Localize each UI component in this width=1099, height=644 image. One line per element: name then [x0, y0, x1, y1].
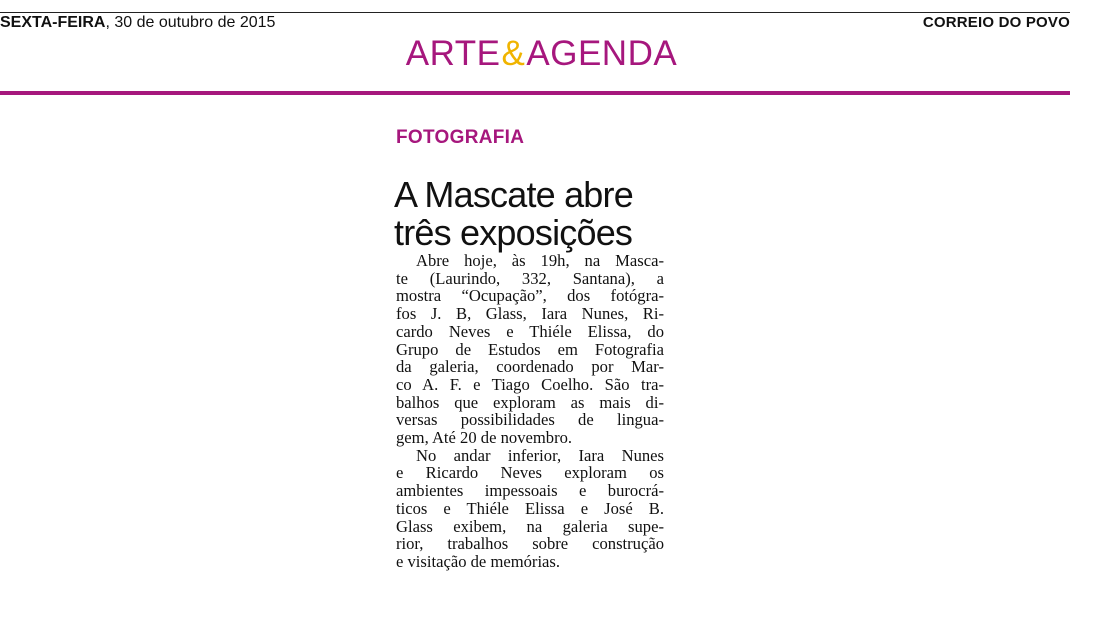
article-body — [396, 252, 664, 571]
newspaper-name: CORREIO DO POVO — [922, 14, 1070, 31]
body-line: te (Laurindo, 332, Santana), a — [396, 268, 664, 288]
weekday: SEXTA-FEIRA — [0, 14, 106, 31]
body-line: Abre hoje, às 19h, na Masca- — [416, 251, 664, 270]
body-line: balhos que exploram as mais di- — [396, 392, 664, 412]
body-line: Glass exibem, na galeria supe- — [396, 516, 664, 536]
headline-line: A Mascate abre — [394, 174, 633, 216]
body-line: versas possibilidades de lingua- — [396, 410, 664, 430]
body-line: fos J. B, Glass, Iara Nunes, Ri- — [396, 304, 664, 324]
body-line: No andar inferior, Iara Nunes — [416, 445, 664, 465]
paragraph-2 — [396, 447, 664, 571]
headline-line: três exposições — [394, 212, 633, 254]
body-line: Grupo de Estudos em Fotografia — [396, 339, 664, 359]
body-line: da galeria, coordenado por Mar- — [396, 357, 664, 377]
paragraph-1 — [396, 252, 664, 447]
article-headline — [394, 176, 694, 252]
body-line: ticos e Thiéle Elissa e José B. — [396, 498, 664, 518]
section-title-left: ARTE — [405, 34, 501, 73]
article-kicker: FOTOGRAFIA — [396, 127, 525, 148]
body-line: gem, Até 20 de novembro. — [396, 428, 573, 448]
body-line: mostra “Ocupação”, dos fotógra- — [396, 286, 664, 306]
date: , 30 de outubro de 2015 — [105, 14, 276, 31]
body-line: ambientes impessoais e burocrá- — [396, 481, 664, 501]
body-line: e visitação de memórias. — [396, 551, 561, 571]
body-line: e Ricardo Neves exploram os — [396, 463, 664, 483]
dateline — [0, 13, 275, 33]
section-title-right: AGENDA — [526, 34, 678, 73]
section-title-ampersand: & — [501, 34, 526, 73]
section-title — [0, 33, 1083, 75]
body-line: cardo Neves e Thiéle Elissa, do — [396, 321, 664, 341]
body-line: rior, trabalhos sobre construção — [396, 534, 664, 554]
section-rule — [0, 91, 1070, 95]
body-line: co A. F. e Tiago Coelho. São tra- — [396, 374, 664, 394]
